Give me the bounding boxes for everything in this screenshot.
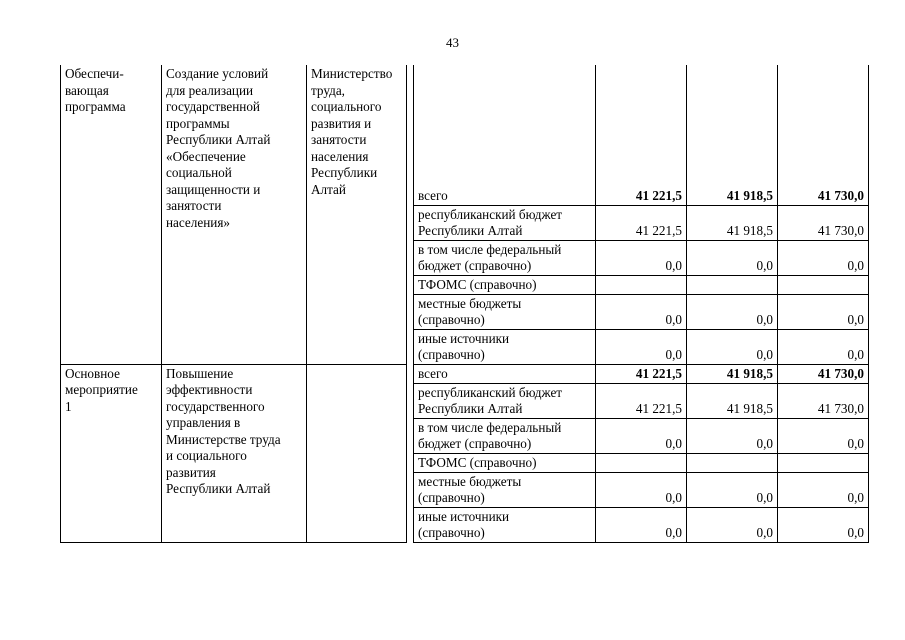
program-name-line: программы (166, 115, 230, 131)
funding-source-cell (414, 275, 596, 294)
funding-source-line: местные бюджеты (418, 295, 522, 311)
year-1-value: 41 221,5 (596, 205, 687, 240)
funding-source-cell (414, 65, 596, 205)
executor-line: Алтай (311, 181, 346, 197)
program-name-line: управления в (166, 415, 241, 430)
year-3-value: 0,0 (778, 240, 869, 275)
executor-line: Министерство (311, 66, 393, 81)
year-2-value: 0,0 (687, 329, 778, 364)
executor-line: занятости (311, 132, 367, 147)
year-1-value (596, 453, 687, 472)
year-1-value: 0,0 (596, 240, 687, 275)
executor-cell (307, 65, 407, 364)
program-name-line: для реализации (166, 82, 254, 98)
program-name-line: государственной (166, 99, 260, 114)
program-name-line: социальной (166, 165, 232, 180)
year-2-value (687, 275, 778, 294)
year-3-value: 0,0 (778, 507, 869, 542)
funding-source-line: всего (418, 188, 448, 203)
year-2-value: 0,0 (687, 240, 778, 275)
program-name-cell (162, 364, 307, 542)
year-2-value: 41 918,5 (687, 205, 778, 240)
program-name-line: развития (166, 464, 216, 480)
year-3-value (778, 275, 869, 294)
funding-source-line: (справочно) (418, 525, 485, 540)
funding-source-line: (справочно) (418, 312, 485, 327)
funding-source-line: ТФОМС (справочно) (418, 277, 537, 292)
program-name-line: «Обеспечение (166, 148, 246, 164)
year-1-value: 41 221,5 (596, 364, 687, 383)
executor-line: Республики (311, 165, 378, 180)
program-name-line: эффективности (166, 382, 253, 397)
table-row (61, 65, 869, 205)
executor-cell (307, 364, 407, 542)
program-type-line: программа (65, 99, 126, 114)
program-type-cell (61, 65, 162, 364)
year-2-value: 0,0 (687, 418, 778, 453)
funding-source-line: республиканский бюджет (418, 384, 563, 400)
year-1-value (596, 275, 687, 294)
year-2-value: 0,0 (687, 294, 778, 329)
year-2-value: 0,0 (687, 507, 778, 542)
program-name-line: населения» (166, 214, 230, 230)
funding-source-line: иные источники (418, 508, 510, 524)
page-number: 43 (446, 35, 459, 50)
program-name-line: Министерстве труда (166, 431, 281, 447)
year-3-value: 41 730,0 (778, 205, 869, 240)
funding-source-cell (414, 383, 596, 418)
year-1-value: 0,0 (596, 418, 687, 453)
table-row (61, 364, 869, 383)
funding-source-line: местные бюджеты (418, 473, 522, 489)
program-name-line: и социального (166, 448, 247, 463)
funding-source-cell (414, 240, 596, 275)
program-type-line: мероприятие (65, 382, 138, 397)
program-name-line: Повышение (166, 365, 234, 381)
funding-source-line: (справочно) (418, 490, 485, 505)
year-3-value: 41 730,0 (778, 65, 869, 205)
program-type-cell (61, 364, 162, 542)
program-name-line: занятости (166, 198, 222, 213)
funding-source-cell (414, 418, 596, 453)
year-1-value: 41 221,5 (596, 383, 687, 418)
funding-table (60, 65, 869, 543)
funding-source-line: бюджет (справочно) (418, 258, 532, 273)
funding-source-cell (414, 453, 596, 472)
year-1-value: 0,0 (596, 472, 687, 507)
executor-line: развития и (311, 115, 372, 131)
program-name-line: Республики Алтай (166, 132, 271, 147)
funding-source-line: всего (418, 366, 448, 381)
program-type-line: вающая (65, 82, 109, 98)
year-1-value: 0,0 (596, 294, 687, 329)
program-name-line: государственного (166, 398, 265, 414)
funding-source-line: иные источники (418, 330, 510, 346)
funding-source-line: Республики Алтай (418, 223, 523, 238)
column-gap (407, 364, 414, 542)
year-2-value: 41 918,5 (687, 364, 778, 383)
program-name-line: Создание условий (166, 66, 269, 81)
year-3-value: 41 730,0 (778, 364, 869, 383)
year-3-value: 0,0 (778, 329, 869, 364)
program-name-line: Республики Алтай (166, 481, 271, 496)
year-1-value: 0,0 (596, 507, 687, 542)
funding-source-line: в том числе федеральный (418, 419, 562, 435)
year-1-value: 41 221,5 (596, 65, 687, 205)
funding-source-line: (справочно) (418, 347, 485, 362)
funding-source-cell (414, 507, 596, 542)
funding-source-cell (414, 294, 596, 329)
executor-line: социального (311, 99, 382, 114)
column-gap (407, 65, 414, 364)
year-2-value: 0,0 (687, 472, 778, 507)
year-3-value: 0,0 (778, 294, 869, 329)
program-type-line: Основное (65, 365, 120, 381)
year-2-value (687, 453, 778, 472)
year-1-value: 0,0 (596, 329, 687, 364)
year-3-value (778, 453, 869, 472)
year-3-value: 41 730,0 (778, 383, 869, 418)
executor-line: населения (311, 148, 369, 164)
program-name-line: защищенности и (166, 181, 261, 197)
funding-source-line: ТФОМС (справочно) (418, 455, 537, 470)
funding-source-line: бюджет (справочно) (418, 436, 532, 451)
funding-source-line: в том числе федеральный (418, 241, 562, 257)
program-name-cell (162, 65, 307, 364)
program-type-line: Обеспечи- (65, 66, 124, 81)
executor-line: труда, (311, 82, 345, 98)
program-type-line: 1 (65, 398, 72, 414)
year-2-value: 41 918,5 (687, 383, 778, 418)
year-3-value: 0,0 (778, 472, 869, 507)
funding-source-cell (414, 329, 596, 364)
funding-source-cell (414, 472, 596, 507)
funding-source-line: Республики Алтай (418, 401, 523, 416)
funding-source-cell (414, 205, 596, 240)
year-2-value: 41 918,5 (687, 65, 778, 205)
year-3-value: 0,0 (778, 418, 869, 453)
funding-source-cell (414, 364, 596, 383)
funding-source-line: республиканский бюджет (418, 206, 563, 222)
